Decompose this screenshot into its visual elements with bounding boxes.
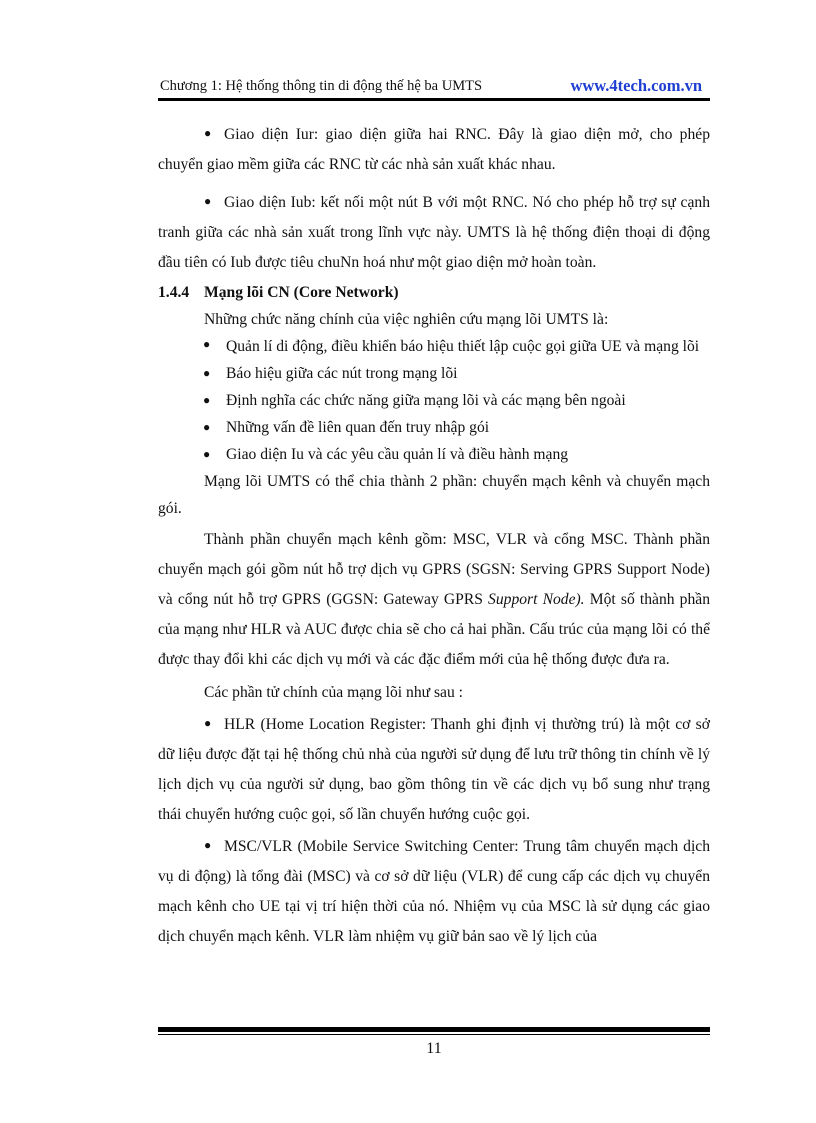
paragraph-division: Mạng lõi UMTS có thể chia thành 2 phần: chuyển mạch kênh và chuyển mạch gói. — [158, 473, 710, 517]
bullet-paragraph-iur — [158, 118, 710, 180]
bullet-dot-icon: ● — [204, 194, 212, 208]
list-item: ● Giao diện Iu và các yêu cầu quản lí và điều hành mạng — [158, 441, 710, 468]
footer-divider-thick — [158, 1027, 710, 1032]
header-divider — [158, 98, 710, 101]
list-item: ● Những vấn đề liên quan đến truy nhập gói — [158, 414, 710, 441]
footer-divider-thin — [158, 1034, 710, 1035]
bullet-dot-icon: ● — [204, 838, 212, 852]
bullet-paragraph-msc — [158, 830, 710, 952]
elements-intro: Các phần tử chính của mạng lõi như sau : — [204, 684, 463, 701]
list-item: ● Báo hiệu giữa các nút trong mạng lõi — [158, 360, 710, 387]
bullet-dot-icon: ● — [203, 420, 211, 434]
bullet-dot-icon: ● — [203, 337, 211, 351]
chapter-title: Chương 1: Hệ thống thông tin di động thế hệ ba UMTS — [160, 78, 483, 94]
bullet-text: MSC/VLR (Mobile Service Switching Center: Trung tâm chuyển mạch dịch vụ di động) là tổng đài (MSC) và cơ sở dữ liệu (VLR) để cung cấp các dịch vụ chuyển mạch kênh cho UE tại vị trí hiện thời của nó. Nhiệm vụ của MSC là sử dụng các giao dịch chuyển mạch kênh. VLR làm nhiệm vụ giữ bản sao về lý lịch của — [158, 838, 710, 945]
bullet-text: HLR (Home Location Register: Thanh ghi định vị thường trú) là một cơ sở dữ liệu được đặt tại hệ thống chủ nhà của người sử dụng để lưu trữ thông tin chính về lý lịch dịch vụ của người sử dụng, bao gồm thông tin về các dịch vụ bổ sung như trạng thái chuyển hướng cuộc gọi, số lần chuyển hướng cuộc gọi. — [158, 716, 710, 823]
bullet-paragraph-hlr — [158, 708, 710, 830]
bullet-dot-icon: ● — [203, 447, 211, 461]
list-item: ● Định nghĩa các chức năng giữa mạng lõi và các mạng bên ngoài — [158, 387, 710, 414]
page-body — [158, 118, 710, 952]
section-heading — [158, 280, 710, 306]
bullet-dot-icon: ● — [204, 716, 212, 730]
section-number: 1.4.4 — [158, 284, 190, 301]
website-link[interactable]: www.4tech.com.vn — [570, 76, 702, 95]
bullet-dot-icon: ● — [203, 393, 211, 407]
section-title: Mạng lõi CN (Core Network) — [204, 284, 399, 301]
page-header — [158, 76, 710, 98]
functions-intro: Những chức năng chính của việc nghiên cứu mạng lõi UMTS là: — [204, 311, 609, 328]
bullet-dot-icon: ● — [204, 126, 212, 140]
list-item: ● Quản lí di động, điều khiển báo hiệu thiết lập cuộc gọi giữa UE và mạng lõi — [158, 333, 710, 360]
bullet-text: Giao diện Iub: kết nối một nút B với một RNC. Nó cho phép hỗ trợ sự cạnh tranh giữa các nhà sản xuất trong lĩnh vực này. UMTS là hệ thống điện thoại di động đầu tiên có Iub được tiêu chuNn hoá như một giao diện mở hoàn toàn. — [158, 194, 710, 271]
bullet-paragraph-iub — [158, 186, 710, 278]
functions-list — [158, 333, 710, 468]
bullet-dot-icon: ● — [203, 366, 211, 380]
page-number: 11 — [426, 1040, 442, 1057]
bullet-text: Giao diện Iur: giao diện giữa hai RNC. Đây là giao diện mở, cho phép chuyển giao mềm giữa các RNC từ các nhà sản xuất khác nhau. — [158, 126, 710, 173]
paragraph-components: Thành phần chuyển mạch kênh gồm: MSC, VLR và cổng MSC. Thành phần chuyển mạch gói gồm nút hỗ trợ dịch vụ GPRS (SGSN: Serving GPRS Support Node) và cổng nút hỗ trợ GPRS (GGSN: Gateway GPRS Support Node). Một số thành phần của mạng như HLR và AUC được chia sẽ cho cả hai phần. Cấu trúc của mạng lõi có thể được thay đổi khi các dịch vụ mới và các đặc điểm mới của hệ thống được đưa ra. — [158, 531, 710, 668]
